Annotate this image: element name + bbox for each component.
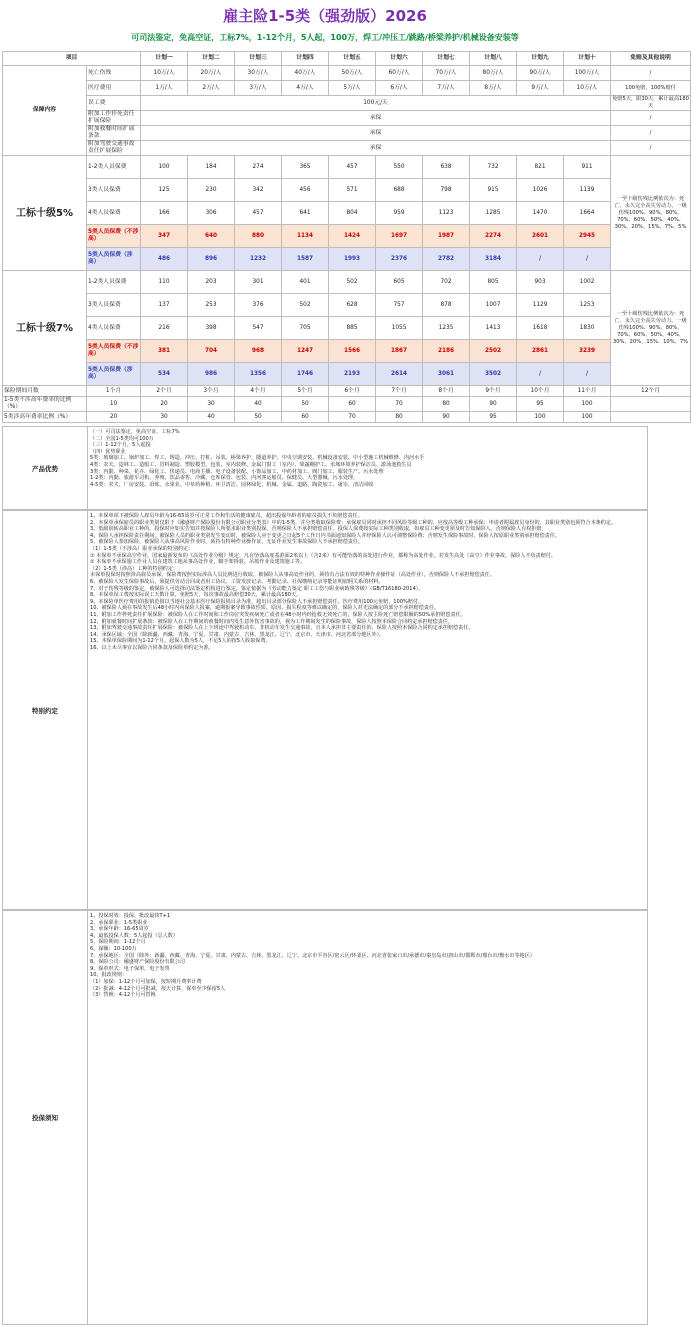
premium-value: 2376	[376, 248, 423, 271]
premium-value: 1697	[376, 225, 423, 248]
premium-value: 3239	[564, 340, 611, 363]
coverage-value: 5万/人	[329, 81, 376, 96]
notice-label: 投保须知	[3, 911, 88, 1324]
premium-value: /	[517, 248, 564, 271]
premium-value: 216	[141, 317, 188, 340]
rate-row	[3, 397, 691, 412]
premium-value: 2601	[517, 225, 564, 248]
coverage-name: 误工费	[87, 96, 141, 111]
premium-value: 1134	[282, 225, 329, 248]
rate-value: 11个月	[564, 386, 611, 397]
premium-value: 2782	[423, 248, 470, 271]
premium-value: 1253	[564, 294, 611, 317]
rate-value: 8个月	[423, 386, 470, 397]
premium-value: 638	[423, 156, 470, 179]
premium-value: 306	[188, 202, 235, 225]
premium-value: 1830	[564, 317, 611, 340]
coverage-value: 20万/人	[188, 66, 235, 81]
premium-value: 534	[141, 363, 188, 386]
coverage-name: 附加工作猝死责任扩展保险	[87, 111, 141, 126]
premium-value: 457	[329, 156, 376, 179]
coverage-row	[3, 111, 691, 126]
premium-plan-name: 1-2类人员保费	[87, 156, 141, 179]
disability-ratio-note: 一至十级伤残比例依次为：死亡、永久完全丧失劳动力、一级伤残100%、90%、80%、70%、60%、50%、40%、30%、20%、15%、10%、7%	[611, 271, 691, 386]
coverage-value: 6万/人	[376, 81, 423, 96]
premium-value: 166	[141, 202, 188, 225]
coverage-name: 附加驾驶交通事故责任扩展保险	[87, 141, 141, 156]
coverage-note: /	[611, 141, 691, 156]
premium-value: 880	[235, 225, 282, 248]
table-header-row	[3, 52, 691, 66]
premium-value: 502	[329, 271, 376, 294]
coverage-value: 3万/人	[235, 81, 282, 96]
premium-value: 2945	[564, 225, 611, 248]
premium-value: 702	[423, 271, 470, 294]
premium-value: 1232	[235, 248, 282, 271]
premium-value: /	[517, 363, 564, 386]
premium-value: 1993	[329, 248, 376, 271]
advantages-text: （一）可司法鉴定，免高空证，工标7% （二）全国1-5类均可100万 （三）1-12个月，5人起投 （四）优势职业 5类：玻璃加工、锅炉加工、焊工、铸造、冲压、打桩、吊装、桥梁养护、隧道养护、中央空调安装、机械设备安装、中小型施工机械维修、内河水手 4类：农夫、造林工、造船工、冒料制造、塑胶模型、包装、室内装修、金属门窗工（室内）、果蔬棚护工、水域环境养护保洁员、游泳池救生员 3类：内勤、种菜、花卉、绿化工、快递员、电商主播、电子设备装配、小饰品加工、中药材加工、阀门加工、服装生产、污水处理 1-2类：内勤、旅游车司机、养殖、饮品零售、冷藏、仓库保管、包装、内河客运船员、保健员、大型器械、污水处理、 4-5类：农夫、厂房安装、冶炼、水果业、中草药种植、环卫清洁、园林绿化、机械、金属、道路、陶瓷加工、屠宰、清洁回收	[90, 429, 425, 488]
coverage-value: 60万/人	[376, 66, 423, 81]
premium-value: 486	[141, 248, 188, 271]
header-cell: 计划四	[282, 52, 329, 66]
premium-value: 1867	[376, 340, 423, 363]
coverage-value: 承保	[141, 126, 611, 141]
rate-value: 50	[282, 397, 329, 412]
rate-value: 100	[517, 412, 564, 423]
rate-value: 4个月	[235, 386, 282, 397]
premium-value: 915	[470, 179, 517, 202]
coverage-value: 40万/人	[282, 66, 329, 81]
rate-value: 40	[188, 412, 235, 423]
premium-value: 381	[141, 340, 188, 363]
header-cell: 计划十	[564, 52, 611, 66]
premium-value: 1139	[564, 179, 611, 202]
rate-row	[3, 412, 691, 423]
premium-row	[3, 294, 691, 317]
premium-value: 253	[188, 294, 235, 317]
premium-value: 376	[235, 294, 282, 317]
premium-value: 274	[235, 156, 282, 179]
premium-value: 365	[282, 156, 329, 179]
coverage-value: 10万/人	[141, 66, 188, 81]
rate-value: 30	[141, 412, 188, 423]
premium-value: 1424	[329, 225, 376, 248]
premium-value: 821	[517, 156, 564, 179]
page-title: 雇主险1-5类（强劲版）2026	[223, 7, 427, 25]
coverage-row	[3, 66, 691, 81]
special-terms-block	[2, 510, 648, 910]
coverage-value: 100万/人	[564, 66, 611, 81]
premium-value: 1002	[564, 271, 611, 294]
rate-value: 60	[329, 397, 376, 412]
rate-value	[611, 412, 691, 423]
premium-value: 688	[376, 179, 423, 202]
rate-value: 100	[564, 412, 611, 423]
coverage-value: 2万/人	[188, 81, 235, 96]
premium-value: 2274	[470, 225, 517, 248]
coverage-value: 8万/人	[470, 81, 517, 96]
coverage-value: 1万/人	[141, 81, 188, 96]
rate-value: 5个月	[282, 386, 329, 397]
premium-value: 1470	[517, 202, 564, 225]
premium-value: 1026	[517, 179, 564, 202]
rate-value: 40	[235, 397, 282, 412]
premium-plan-name: 5类人员保费（不涉高）	[87, 225, 141, 248]
coverage-value: 承保	[141, 111, 611, 126]
premium-value: 2614	[376, 363, 423, 386]
premium-value: 705	[282, 317, 329, 340]
premium-value: 2186	[423, 340, 470, 363]
premium-row	[3, 317, 691, 340]
premium-row	[3, 225, 691, 248]
premium-value: 1566	[329, 340, 376, 363]
rate-value: 90	[470, 397, 517, 412]
period-row	[3, 386, 691, 397]
rate-value: 70	[329, 412, 376, 423]
premium-row	[3, 156, 691, 179]
premium-value: /	[564, 363, 611, 386]
header-cell: 计划七	[423, 52, 470, 66]
coverage-row	[3, 141, 691, 156]
premium-value: 804	[329, 202, 376, 225]
rate-value: 20	[141, 397, 188, 412]
premium-plan-name: 5类人员保费（涉高）	[87, 248, 141, 271]
section-label: 保障内容	[3, 66, 87, 156]
premium-plan-name: 3类人员保费	[87, 294, 141, 317]
premium-value: 885	[329, 317, 376, 340]
header-cell: 项目	[3, 52, 141, 66]
coverage-value: 9万/人	[517, 81, 564, 96]
premium-value: 640	[188, 225, 235, 248]
advantages-label: 产品优势	[3, 427, 88, 509]
rate-value: 6个月	[329, 386, 376, 397]
premium-value: 1285	[470, 202, 517, 225]
premium-value: 986	[188, 363, 235, 386]
premium-value: 1618	[517, 317, 564, 340]
premium-value: 137	[141, 294, 188, 317]
header-cell: 计划二	[188, 52, 235, 66]
rate-value: 80	[376, 412, 423, 423]
notice-text: 1、投保时效：投保、批改最快T+1 2、承保职业：1-5类职业 3、承保年龄：16-65周岁 4、最低投保人数：5人起投（总人数） 5、保险期间：1-12个月 6、保额：10-100万 7、承保地区：全国（除外：新疆、西藏、青海、宁夏、甘肃、内蒙古、吉林、黑龙江、辽宁、北京市平谷区/密云区/怀柔区、河北省张家口市/承德市/秦皇岛市/唐山市/邯郸市/邢台市/衡水市等地区） 8、保险公司：融盛财产保险股份有限公司 9、保单形式：电子保单、电子发票 10、批改规则： （1）加保：1-12个月可加保，按短期月费率计费 （2）批减：4-12个月可批减，按天计算，保单至少保留5人 （3）替换：4-12个月可替换	[90, 913, 535, 999]
rate-value: 2个月	[141, 386, 188, 397]
premium-row	[3, 340, 691, 363]
rate-value: 50	[235, 412, 282, 423]
premium-value: 1055	[376, 317, 423, 340]
coverage-name: 医疗费用	[87, 81, 141, 96]
premium-value: 203	[188, 271, 235, 294]
rate-value: 12个月	[611, 386, 691, 397]
rate-value: 10个月	[517, 386, 564, 397]
premium-row	[3, 248, 691, 271]
premium-value: 878	[423, 294, 470, 317]
premium-value: 230	[188, 179, 235, 202]
pricing-table	[2, 51, 691, 423]
premium-value: 1356	[235, 363, 282, 386]
coverage-value: 100元/天	[141, 96, 611, 111]
rate-value: 95	[470, 412, 517, 423]
premium-value: 347	[141, 225, 188, 248]
coverage-value: 70万/人	[423, 66, 470, 81]
header-cell: 免赔及其他说明	[611, 52, 691, 66]
premium-value: 911	[564, 156, 611, 179]
row-label: 5类涉高年费率比例（%）	[3, 412, 87, 423]
premium-value: 502	[282, 294, 329, 317]
premium-value: 401	[282, 271, 329, 294]
coverage-note: 100免赔，100%赔付	[611, 81, 691, 96]
premium-plan-name: 5类人员保费（不涉高）	[87, 340, 141, 363]
premium-value: 1247	[282, 340, 329, 363]
premium-value: 732	[470, 156, 517, 179]
rate-value: 9个月	[470, 386, 517, 397]
coverage-value: 50万/人	[329, 66, 376, 81]
premium-value: 547	[235, 317, 282, 340]
header-cell: 计划五	[329, 52, 376, 66]
disability-ratio-note: 一至十级伤残比例依次为：死亡、永久完全丧失劳动力、一级伤残100%、90%、80%、70%、60%、50%、40%、30%、20%、15%、7%、5%	[611, 156, 691, 271]
row-label: 保险期间月数	[3, 386, 87, 397]
premium-value: 628	[329, 294, 376, 317]
premium-value: 125	[141, 179, 188, 202]
header-cell: 计划八	[470, 52, 517, 66]
premium-value: 3184	[470, 248, 517, 271]
premium-value: 100	[141, 156, 188, 179]
premium-value: 571	[329, 179, 376, 202]
header-cell: 计划一	[141, 52, 188, 66]
section-label: 工标十级5%	[3, 156, 87, 271]
premium-value: 457	[235, 202, 282, 225]
rate-value: 100	[564, 397, 611, 412]
premium-value: 1007	[470, 294, 517, 317]
premium-value: 301	[235, 271, 282, 294]
premium-plan-name: 5类人员保费（涉高）	[87, 363, 141, 386]
premium-value: 1413	[470, 317, 517, 340]
premium-value: 110	[141, 271, 188, 294]
header-cell: 计划九	[517, 52, 564, 66]
rate-value: 20	[87, 412, 141, 423]
premium-row	[3, 271, 691, 294]
premium-value: 1746	[282, 363, 329, 386]
coverage-note: 免赔5天，限30天，累计最高180天	[612, 96, 689, 109]
premium-value: 1235	[423, 317, 470, 340]
premium-value: 605	[376, 271, 423, 294]
coverage-row	[3, 126, 691, 141]
coverage-row	[3, 96, 691, 111]
coverage-name: 附加救餐时间扩展条款	[87, 126, 141, 141]
premium-value: 1129	[517, 294, 564, 317]
premium-value: 2193	[329, 363, 376, 386]
coverage-note: /	[611, 66, 691, 81]
special-terms-text: 1、本保单项下被保险人雇员年龄为16-65周岁可正常工作和生活的健康雇员，超出投保年龄者的雇员损失不负赔偿责任。 2、本保单承保雇员的职业类别仅限于《融盛财产保险股份有限公司职业分类表》中的1-5类，并分类收取保险费；承保雇员同时承担不同风险等级工种的，应按高等级工种承保；申请者附属雇员身份的，其职业类别也须符合本条约定。 3、低级别转高职业工种的，投保时应如实告知并按保险人所要求职业类别投保，否则保险人不承担赔偿责任。投保人保费按实际工种类别收取，如雇员工种变更须及时告知保险人，否则保险人有权拒赔。 4、保险人承担保险责任期间，被保险人员的职业类别发生变动时，被保险人应于变更之日起5个工作日内书面通知保险人并经保险人认可调整保险费；否则发生保险事故时，保险人按原职业类别承担赔偿责任。 5、被保险人参加保险，被保险人从事高风险作业时，须持有特种作业操作证，无证作业发生事故保险人不承担赔偿责任。 （1）1-5类（不涉高）职业承保的特别约定： ① 本保单不承保高空作业。国家最新发布的《高处作业分级》规定：凡在坠落高度基准面2米以上（含2米）有可能坠落的高处进行作业，都称为高处作业。若发生高处（高空）作业事故，保险人不负责赔付。 ② 本保单不承保施工作业人员在建筑工地从事高处作业，脚手架拆装、吊篮作业及建筑施工等。 （2）1-5类（涉高）工种的特别约定： 本保单投保时按照涉高雇员承保，保险费按照实际涉高人员比例进行收取。被保险人从事高处作业的，须持有合法有效的特种作业操作证（高处作业），否则保险人不承担赔偿责任。 6、被保险人发生保险事故后，须提供劳动合同或者用工协议、工资发放记录、考勤记录、社保缴纳记录等能证明雇佣关系的材料。 7、对于伤残等级的鉴定，被保险人可选择司法鉴定机构进行鉴定，鉴定依据为《劳动能力鉴定 职工工伤与职业病致残等级》（GB/T16180-2014）。 8、本保单误工费按实际误工天数计算，免赔5天，每次事故最高赔偿30天，累计最高180天。 9、本保险单医疗费用的报销范围以当地社会基本医疗保险报销目录为准，超出目录部分保险人不承担赔偿责任。医疗费用100元免赔，100%赔付。 10、被保险人须在事故发生后48小时内向保险人报案，逾期报案导致事故性质、原因、损失程度等难以确定的，保险人对无法确定的部分不承担赔偿责任。 11、附加工作猝死责任扩展保险：被保险人在工作时间和工作岗位突发疾病死亡或者在48小时内经抢救无效死亡的，保险人按主险死亡赔偿限额的50%承担赔偿责任。 12、附加就餐时间扩展条款：被保险人在工作期间的就餐时间内发生意外伤害事故的，视为工作期间发生的保险事故，保险人按照本保险合同约定承担赔偿责任。 13、附加驾驶交通事故责任扩展保险：被保险人在上下班途中驾驶机动车、非机动车发生交通事故，且本人承担非主要责任的，保险人按照本保险合同约定承担赔偿责任。 14、承保区域：全国（除新疆、西藏、青海、宁夏、甘肃、内蒙古、吉林、黑龙江、辽宁、北京市、天津市、河北省部分地区外）。 15、本保单保险期间为1-12个月，起保人数为5人，不足5人的按5人收取保费。 16、以上未尽事宜以保险合同条款及保险单约定为准。	[90, 513, 617, 651]
rate-value: 3个月	[188, 386, 235, 397]
rate-value: 1个月	[87, 386, 141, 397]
rate-value: 90	[423, 412, 470, 423]
coverage-value: 10万/人	[564, 81, 611, 96]
rate-value	[611, 397, 691, 412]
rate-value: 10	[87, 397, 141, 412]
premium-plan-name: 4类人员保费	[87, 317, 141, 340]
premium-value: 3061	[423, 363, 470, 386]
premium-value: /	[564, 248, 611, 271]
premium-row	[3, 363, 691, 386]
premium-value: 1587	[282, 248, 329, 271]
rate-value: 30	[188, 397, 235, 412]
coverage-value: 承保	[141, 141, 611, 156]
premium-row	[3, 179, 691, 202]
coverage-note: /	[611, 126, 691, 141]
premium-value: 3502	[470, 363, 517, 386]
premium-value: 805	[470, 271, 517, 294]
premium-value: 959	[376, 202, 423, 225]
rate-value: 7个月	[376, 386, 423, 397]
coverage-value: 90万/人	[517, 66, 564, 81]
premium-value: 757	[376, 294, 423, 317]
advantages-block	[2, 426, 648, 510]
coverage-name: 死亡伤残	[87, 66, 141, 81]
premium-value: 641	[282, 202, 329, 225]
header-cell: 计划三	[235, 52, 282, 66]
coverage-value: 80万/人	[470, 66, 517, 81]
premium-plan-name: 1-2类人员保费	[87, 271, 141, 294]
special-terms-label: 特别约定	[3, 511, 88, 909]
rate-value: 95	[517, 397, 564, 412]
row-label: 1-5类不涉高年费率的比例（%）	[3, 397, 87, 412]
premium-value: 342	[235, 179, 282, 202]
premium-plan-name: 4类人员保费	[87, 202, 141, 225]
premium-row	[3, 202, 691, 225]
premium-value: 184	[188, 156, 235, 179]
premium-value: 1987	[423, 225, 470, 248]
rate-value: 70	[376, 397, 423, 412]
coverage-value: 7万/人	[423, 81, 470, 96]
premium-value: 704	[188, 340, 235, 363]
coverage-value: 4万/人	[282, 81, 329, 96]
premium-value: 798	[423, 179, 470, 202]
premium-value: 550	[376, 156, 423, 179]
rate-value: 80	[423, 397, 470, 412]
notice-block	[2, 910, 648, 1325]
page-subtitle: 可司法鉴定，免高空证，工标7%，1-12个月，5人起，100万，焊工/冲压工/跳路/桥梁养护/机械设备安装等	[131, 33, 519, 42]
premium-value: 1664	[564, 202, 611, 225]
coverage-value: 30万/人	[235, 66, 282, 81]
premium-value: 896	[188, 248, 235, 271]
premium-value: 2861	[517, 340, 564, 363]
coverage-row	[3, 81, 691, 96]
premium-value: 1123	[423, 202, 470, 225]
rate-value: 60	[282, 412, 329, 423]
premium-value: 968	[235, 340, 282, 363]
coverage-note: /	[611, 111, 691, 126]
premium-value: 456	[282, 179, 329, 202]
premium-value: 398	[188, 317, 235, 340]
premium-value: 2502	[470, 340, 517, 363]
premium-plan-name: 3类人员保费	[87, 179, 141, 202]
premium-value: 903	[517, 271, 564, 294]
section-label: 工标十级7%	[3, 271, 87, 386]
header-cell: 计划六	[376, 52, 423, 66]
